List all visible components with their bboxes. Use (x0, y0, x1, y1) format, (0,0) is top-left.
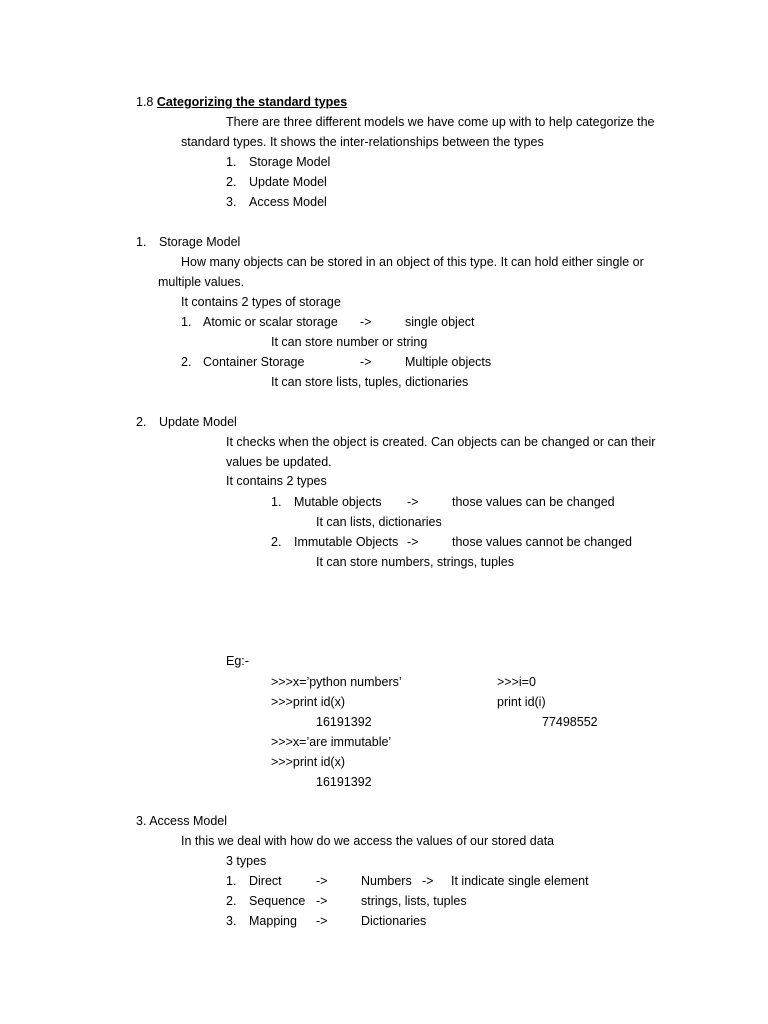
intro-line-1: There are three different models we have come up with to help categorize the (226, 115, 655, 129)
intro-list-item: 1. Storage Model (226, 155, 331, 169)
intro-list-item: 3. Access Model (226, 195, 327, 209)
update-desc-2: values be updated. (226, 455, 332, 469)
storage-desc-1: How many objects can be stored in an object of this type. It can hold either single or (181, 255, 644, 269)
access-heading: 3. Access Model (136, 814, 228, 828)
update-item: 2. Immutable Objects -> those values cannot be changed (271, 535, 632, 549)
example-code-line: >>>print id(x) (271, 755, 345, 769)
example-code-line: >>>print id(x) (271, 695, 345, 709)
example-code-line: print id(i) (497, 695, 546, 709)
section-number: 1.8 (136, 95, 154, 109)
example-output: 16191392 (316, 775, 372, 789)
update-item-note: It can store numbers, strings, tuples (316, 555, 515, 569)
update-heading: 2. Update Model (136, 415, 237, 429)
intro-list-item: 2. Update Model (226, 175, 327, 189)
example-code-line: >>>i=0 (497, 675, 536, 689)
access-item: 1. Direct -> Numbers -> It indicate single element (226, 874, 589, 888)
storage-contains: It contains 2 types of storage (181, 295, 341, 309)
example-code-line: >>>x=’python numbers’ (271, 675, 402, 689)
example-code-line: >>>x=’are immutable’ (271, 735, 392, 749)
section-heading: Categorizing the standard types (156, 95, 348, 109)
storage-heading: 1. Storage Model (136, 235, 241, 249)
intro-line-2: standard types. It shows the inter-relationships between the types (181, 135, 544, 149)
storage-desc-2: multiple values. (158, 275, 245, 289)
storage-item: 1. Atomic or scalar storage -> single object (181, 315, 475, 329)
update-contains: It contains 2 types (226, 474, 327, 488)
storage-item: 2. Container Storage -> Multiple objects (181, 355, 492, 369)
example-output: 16191392 (316, 715, 372, 729)
update-desc-1: It checks when the object is created. Can objects can be changed or can their (226, 435, 656, 449)
access-types: 3 types (226, 854, 267, 868)
example-label: Eg:- (226, 654, 249, 668)
update-item-note: It can lists, dictionaries (316, 515, 442, 529)
access-item: 2. Sequence -> strings, lists, tuples (226, 894, 467, 908)
update-item: 1. Mutable objects -> those values can be changed (271, 495, 615, 509)
example-output: 77498552 (542, 715, 598, 729)
section-title (136, 94, 347, 110)
access-item: 3. Mapping -> Dictionaries (226, 914, 427, 928)
storage-item-note: It can store lists, tuples, dictionaries (271, 375, 469, 389)
access-desc: In this we deal with how do we access the values of our stored data (181, 834, 555, 848)
storage-item-note: It can store number or string (271, 335, 428, 349)
